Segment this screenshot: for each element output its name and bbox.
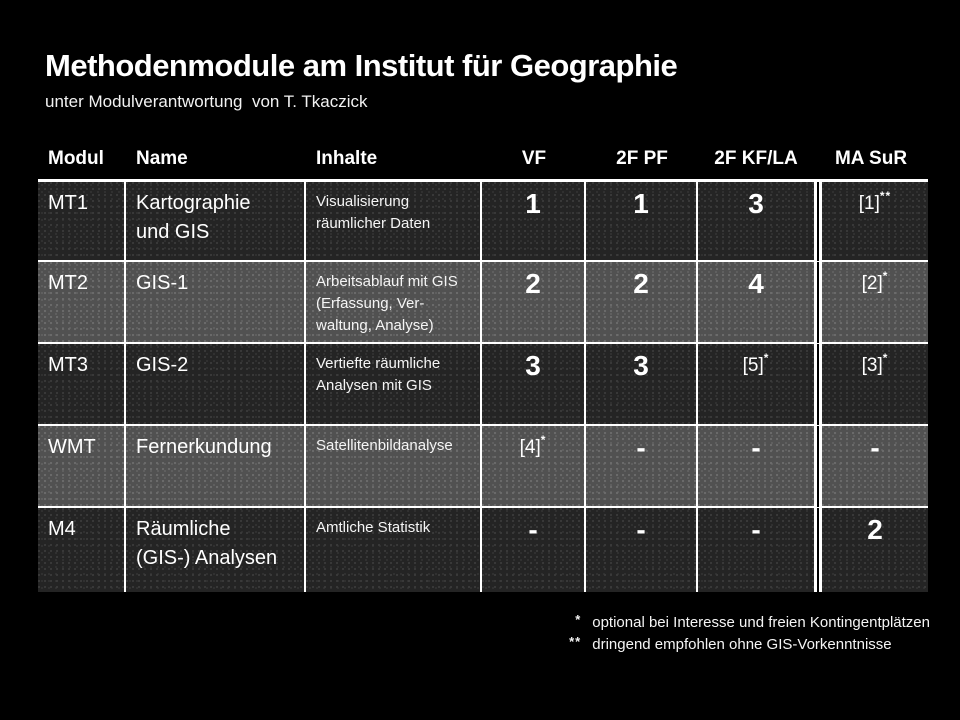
cell-value: [3] xyxy=(861,355,883,376)
column-header-2f-kf-la: 2F KF/LA xyxy=(698,138,814,182)
slide-subtitle: unter Modulverantwortung von T. Tkaczick xyxy=(45,92,368,111)
footnote-marker: * xyxy=(763,351,770,365)
cell-vf: 2 xyxy=(482,262,586,344)
footnote-text: dringend empfohlen ohne GIS-Vorkenntnisse xyxy=(592,636,892,653)
cell-inhalte: Amtliche Statistik xyxy=(306,508,482,592)
cell-value: [4] xyxy=(519,437,541,458)
footnote-marker: ** xyxy=(879,189,892,203)
footnotes xyxy=(559,612,930,656)
cell-2f-pf: - xyxy=(586,508,698,592)
cell-modul: WMT xyxy=(38,426,126,508)
cell-name: Räumliche (GIS-) Analysen xyxy=(126,508,306,592)
footnote-text: optional bei Interesse und freien Kontingentplätzen xyxy=(592,614,930,631)
footnote-marker: * xyxy=(882,351,889,365)
cell-vf: - xyxy=(482,508,586,592)
cell-inhalte: Satellitenbildanalyse xyxy=(306,426,482,508)
cell-modul: M4 xyxy=(38,508,126,592)
cell-inhalte: Vertiefte räumliche Analysen mit GIS xyxy=(306,344,482,426)
cell-inhalte: Arbeitsablauf mit GIS (Erfassung, Ver-waltung, Analyse) xyxy=(306,262,482,344)
footnote-marker: * xyxy=(540,433,547,447)
asterisk-marker: * xyxy=(575,612,582,627)
table-row-mt1 xyxy=(38,182,928,262)
column-header-modul: Modul xyxy=(38,138,126,182)
table-row-m4 xyxy=(38,508,928,592)
header-row xyxy=(38,138,928,182)
cell-2f-kf-la xyxy=(698,344,814,426)
cell-vf xyxy=(482,426,586,508)
cell-value: [2] xyxy=(861,273,883,294)
cell-value: [5] xyxy=(742,355,764,376)
cell-name: GIS-2 xyxy=(126,344,306,426)
cell-2f-kf-la: 4 xyxy=(698,262,814,344)
cell-ma-sur: 2 xyxy=(814,508,928,592)
cell-2f-pf: - xyxy=(586,426,698,508)
cell-name: Fernerkundung xyxy=(126,426,306,508)
cell-2f-pf: 3 xyxy=(586,344,698,426)
cell-2f-kf-la: - xyxy=(698,426,814,508)
cell-modul: MT1 xyxy=(38,182,126,262)
column-header-name: Name xyxy=(126,138,306,182)
cell-value: [1] xyxy=(858,193,880,214)
cell-ma-sur xyxy=(814,344,928,426)
table-row-mt3 xyxy=(38,344,928,426)
cell-name: GIS-1 xyxy=(126,262,306,344)
table-row-wmt xyxy=(38,426,928,508)
cell-name: Kartographie und GIS xyxy=(126,182,306,262)
cell-modul: MT2 xyxy=(38,262,126,344)
footnote-marker: * xyxy=(882,269,889,283)
double-asterisk-marker: ** xyxy=(569,634,582,649)
cell-inhalte: Visualisierung räumlicher Daten xyxy=(306,182,482,262)
cell-2f-kf-la: 3 xyxy=(698,182,814,262)
cell-2f-pf: 1 xyxy=(586,182,698,262)
modules-table xyxy=(38,138,928,592)
footnote-recommended xyxy=(559,634,930,656)
cell-vf: 1 xyxy=(482,182,586,262)
table-row-mt2 xyxy=(38,262,928,344)
column-header-ma-sur: MA SuR xyxy=(814,138,928,182)
cell-modul: MT3 xyxy=(38,344,126,426)
footnote-optional xyxy=(559,612,930,634)
column-header-vf: VF xyxy=(482,138,586,182)
cell-2f-pf: 2 xyxy=(586,262,698,344)
cell-vf: 3 xyxy=(482,344,586,426)
cell-ma-sur xyxy=(814,262,928,344)
slide-title: Methodenmodule am Institut für Geographie xyxy=(45,48,678,83)
column-header-2f-pf: 2F PF xyxy=(586,138,698,182)
column-header-inhalte: Inhalte xyxy=(306,138,482,182)
cell-ma-sur: - xyxy=(814,426,928,508)
cell-ma-sur xyxy=(814,182,928,262)
cell-2f-kf-la: - xyxy=(698,508,814,592)
modules-table-wrap xyxy=(38,138,928,592)
